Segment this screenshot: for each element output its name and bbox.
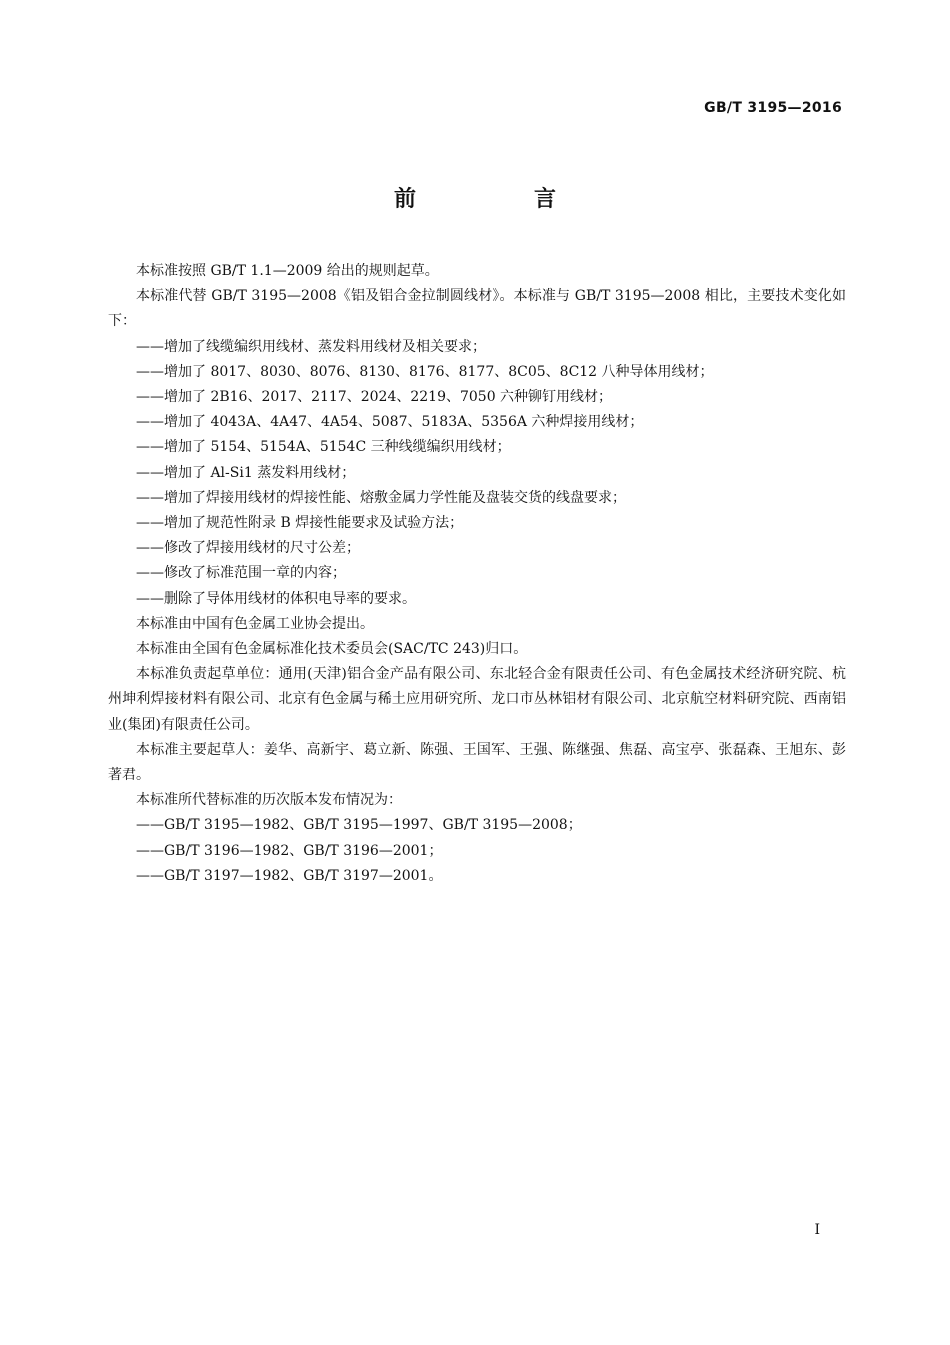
paragraph-drafting-rules: 本标准按照 GB/T 1.1—2009 给出的规则起草。 — [136, 263, 439, 279]
paragraph-proposer: 本标准由中国有色金属工业协会提出。 — [136, 615, 374, 632]
list-item: ——GB/T 3197—1982、GB/T 3197—2001。 — [136, 867, 443, 884]
list-item: ——修改了标准范围一章的内容； — [136, 565, 346, 582]
page-number: I — [814, 1222, 820, 1238]
list-item: ——增加了 5154、5154A、5154C 三种线缆编织用线材； — [136, 439, 511, 456]
list-item: ——增加了 Al-Si1 蒸发料用线材； — [136, 464, 356, 481]
list-item: ——删除了导体用线材的体积电导率的要求。 — [136, 590, 416, 607]
list-item: ——修改了焊接用线材的尺寸公差； — [136, 540, 360, 557]
list-item: ——增加了 8017、8030、8076、8130、8176、8177、8C05、8C12 八种导体用线材； — [136, 363, 714, 380]
list-item: ——GB/T 3196—1982、GB/T 3196—2001； — [136, 842, 443, 859]
paragraph-history-intro: 本标准所代替标准的历次版本发布情况为： — [136, 792, 402, 809]
list-item: ——GB/T 3195—1982、GB/T 3195—1997、GB/T 3195—2008； — [136, 817, 582, 834]
page-title: 前 言 — [393, 187, 604, 212]
foreword-body — [108, 259, 846, 889]
paragraph-replacement: 本标准代替 GB/T 3195—2008《铝及铝合金拉制圆线材》。本标准与 GB/T 3195—2008 相比，主要技术变化如下： — [108, 288, 846, 330]
list-item: ——增加了线缆编织用线材、蒸发料用线材及相关要求； — [136, 338, 486, 355]
paragraph-drafting-units: 本标准负责起草单位：通用(天津)铝合金产品有限公司、东北轻合金有限责任公司、有色金属技术经济研究院、杭州坤利焊接材料有限公司、北京有色金属与稀土应用研究所、龙口市丛林铝材有限公司、北京航空材料研究院、西南铝业(集团)有限责任公司。 — [108, 666, 846, 733]
standard-number: GB/T 3195—2016 — [704, 100, 842, 116]
list-item: ——增加了 2B16、2017、2117、2024、2219、7050 六种铆钉用线材； — [136, 389, 613, 406]
paragraph-drafters: 本标准主要起草人：姜华、高新宇、葛立新、陈强、王国军、王强、陈继强、焦磊、高宝亭、张磊森、王旭东、彭著君。 — [108, 741, 846, 784]
list-item: ——增加了 4043A、4A47、4A54、5087、5183A、5356A 六种焊接用线材； — [136, 414, 644, 431]
list-item: ——增加了规范性附录 B 焊接性能要求及试验方法； — [136, 515, 464, 532]
list-item: ——增加了焊接用线材的焊接性能、熔敷金属力学性能及盘装交货的线盘要求； — [136, 489, 626, 506]
paragraph-committee: 本标准由全国有色金属标准化技术委员会(SAC/TC 243)归口。 — [136, 641, 528, 658]
